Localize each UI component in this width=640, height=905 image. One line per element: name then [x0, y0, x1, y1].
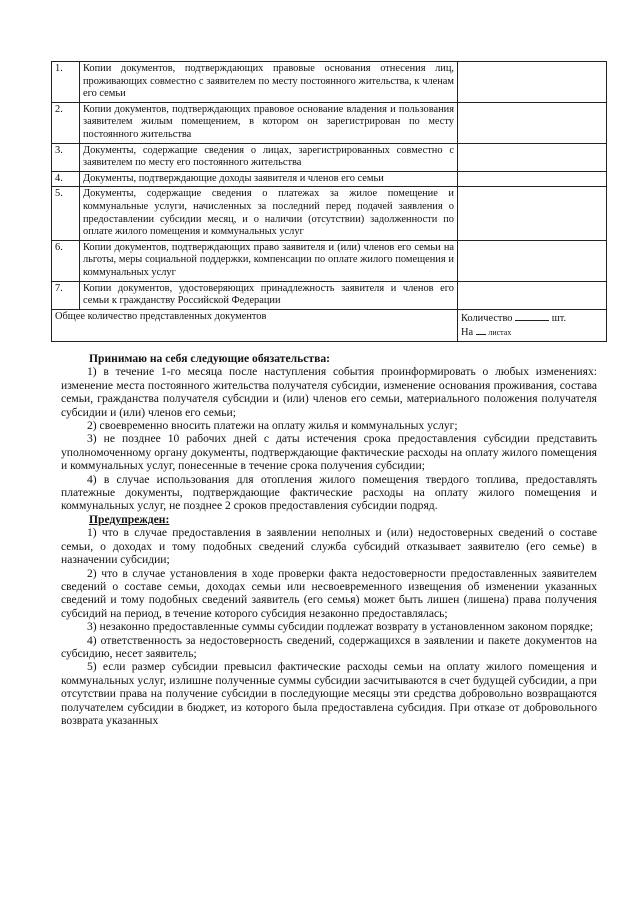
count-label: Количество — [461, 312, 513, 324]
count-unit: шт. — [551, 312, 567, 324]
warnings-heading: Предупрежден: — [89, 512, 170, 526]
table-row — [52, 62, 607, 103]
warning-item: 5) если размер субсидии превысил фактические расходы семьи на оплату жилого помещения и коммунальных услуг, излишне полученные суммы субсидии засчитываются в счет будущей субсидии, а при отсутствии права на получение субсидии в последующие месяцы эти средства добровольно возвращаются получателем субсидии в бюджет, из которого была предоставлена субсидия. При отказе от добровольного возврата указанных — [61, 660, 597, 727]
row-description: Копии документов, удостоверяющих принадлежность заявителя и членов его семьи к гражданству Российской Федерации — [80, 281, 458, 309]
row-value-cell — [458, 102, 607, 143]
total-row — [52, 309, 607, 341]
count-blank[interactable] — [515, 311, 549, 321]
obligation-item: 1) в течение 1-го месяца после наступления события проинформировать о любых изменениях: изменение места постоянного жительства получателя субсидии, изменение основания проживания, состава семьи, гражданства получателя субсидии и (или) членов его семьи, материального положения получателя субсидии и (или) членов его семьи; — [61, 365, 597, 419]
table-row — [52, 143, 607, 171]
row-description: Копии документов, подтверждающих правовые основания отнесения лиц, проживающих совместно с заявителем по месту постоянного жительства, к членам его семьи — [80, 62, 458, 103]
warning-item: 3) незаконно предоставленные суммы субсидии подлежат возврату в установленном законом порядке; — [87, 620, 594, 634]
sheets-unit: листах — [488, 328, 512, 338]
body-text — [61, 352, 597, 727]
total-count-cell — [458, 309, 607, 341]
table-row — [52, 281, 607, 309]
row-number: 2. — [52, 102, 80, 143]
obligation-item: 3) не позднее 10 рабочих дней с даты истечения срока предоставления субсидии представить уполномоченному органу документы, подтверждающие фактические расходы на оплату жилого помещения и коммунальных услуг, понесенные в течение срока получения субсидии; — [61, 432, 597, 473]
warning-item: 1) что в случае предоставления в заявлении неполных и (или) недостоверных сведений о составе семьи, о доходах и тому подобных сведений служба субсидий отказывает заявителю (его семье) в назначении субсидии; — [61, 526, 597, 567]
row-number: 5. — [52, 187, 80, 240]
count-line — [461, 311, 603, 326]
row-description: Копии документов, подтверждающих правовое основание владения и пользования заявителем жилым помещением, в котором он зарегистрирован по месту постоянного жительства — [80, 102, 458, 143]
row-description: Документы, содержащие сведения о платежах за жилое помещение и коммунальные услуги, начисленных за последний перед подачей заявления о предоставлении субсидии месяц, и о наличии (отсутствии) задолженности по оплате жилого помещения и коммунальных услуг — [80, 187, 458, 240]
table-row — [52, 171, 607, 187]
row-number: 3. — [52, 143, 80, 171]
row-description: Копии документов, подтверждающих право заявителя и (или) членов его семьи на льготы, меры социальной поддержки, компенсации по оплате жилого помещения и коммунальных услуг — [80, 240, 458, 281]
sheets-blank[interactable] — [476, 325, 486, 335]
row-number: 4. — [52, 171, 80, 187]
total-label: Общее количество представленных документов — [52, 309, 458, 341]
row-value-cell — [458, 281, 607, 309]
table-row — [52, 187, 607, 240]
row-value-cell — [458, 143, 607, 171]
sheets-line — [461, 325, 603, 340]
row-value-cell — [458, 187, 607, 240]
obligation-item: 4) в случае использования для отопления жилого помещения твердого топлива, предоставлять платежные документы, подтверждающие фактические расходы на оплату жилого помещения и коммунальных услуг, не позднее 2 сроков предоставления субсидии подряд. — [61, 472, 597, 513]
row-number: 6. — [52, 240, 80, 281]
row-description: Документы, содержащие сведения о лицах, зарегистрированных совместно с заявителем по месту его постоянного жительства — [80, 143, 458, 171]
row-description: Документы, подтверждающие доходы заявителя и членов его семьи — [80, 171, 458, 187]
row-value-cell — [458, 171, 607, 187]
row-value-cell — [458, 240, 607, 281]
row-number: 7. — [52, 281, 80, 309]
row-number: 1. — [52, 62, 80, 103]
table-row — [52, 240, 607, 281]
documents-table — [51, 61, 607, 342]
obligations-heading: Принимаю на себя следующие обязательства: — [89, 352, 331, 365]
obligation-item: 2) своевременно вносить платежи на оплату жилья и коммунальных услуг; — [87, 419, 458, 433]
warning-item: 2) что в случае установления в ходе проверки факта недостоверности предоставленных заявителем сведений о составе семьи, доходах семьи или несвоевременного извещения об изменении указанных сведений и тому подобных сведений заявитель (его семья) может быть лишен (лишена) права получения субсидий на период, в течение которого субсидия незаконно предоставлялась; — [61, 566, 597, 620]
warning-item: 4) ответственность за недостоверность сведений, содержащихся в заявлении и пакете документов на субсидию, несет заявитель; — [61, 633, 597, 660]
row-value-cell — [458, 62, 607, 103]
sheets-label: На — [461, 327, 474, 339]
table-row — [52, 102, 607, 143]
